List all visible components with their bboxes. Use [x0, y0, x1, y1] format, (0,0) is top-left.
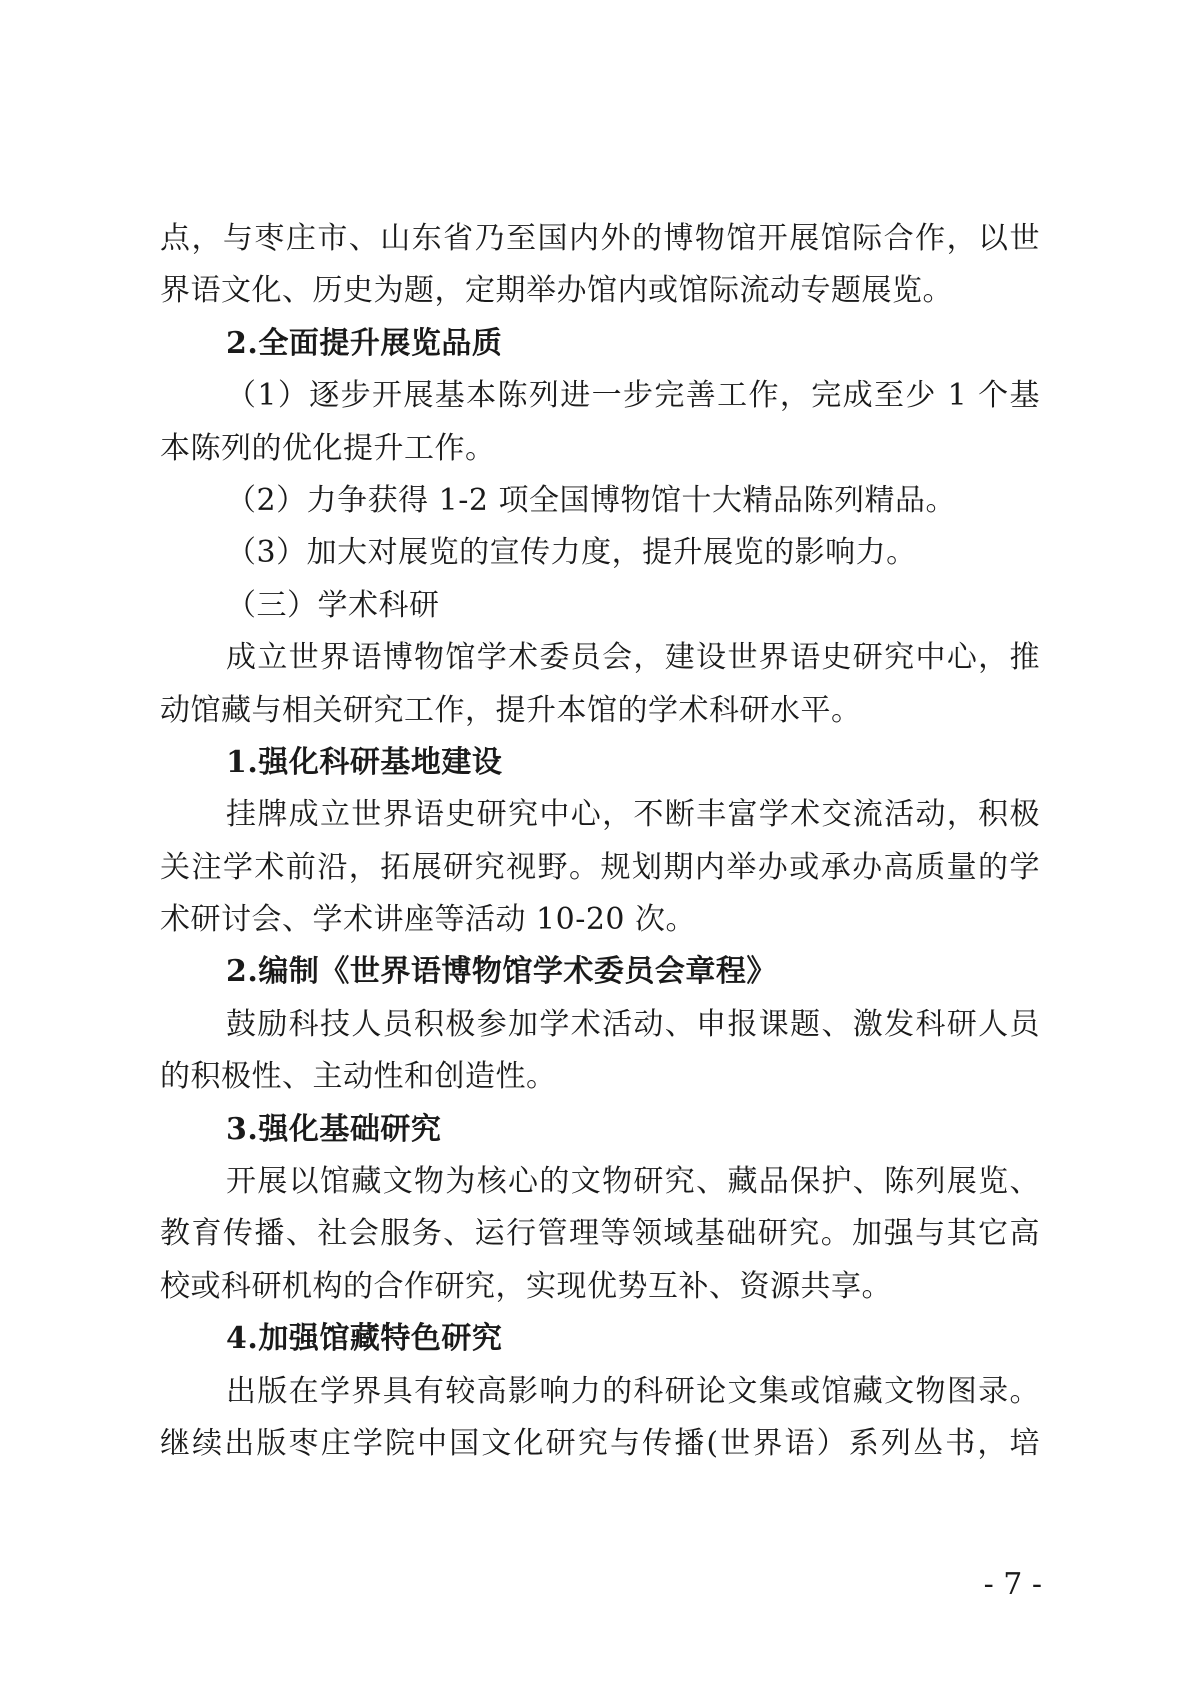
section-heading: 2.编制《世界语博物馆学术委员会章程》: [226, 954, 777, 990]
page-number: - 7 -: [983, 1567, 1042, 1602]
body-text-line: 成立世界语博物馆学术委员会，建设世界语史研究中心，推: [226, 640, 1040, 676]
section-heading: 3.强化基础研究: [226, 1111, 442, 1147]
body-text-line: 界语文化、历史为题，定期举办馆内或馆际流动专题展览。: [160, 273, 953, 309]
section-heading: 2.全面提升展览品质: [226, 325, 503, 361]
chapter-heading: （三）学术科研: [226, 587, 440, 623]
body-text-line: 关注学术前沿，拓展研究视野。规划期内举办或承办高质量的学: [160, 849, 1040, 885]
section-heading: 4.加强馆藏特色研究: [226, 1321, 503, 1357]
body-text-line: （3）加大对展览的宣传力度，提升展览的影响力。: [226, 535, 917, 571]
body-text-line: 的积极性、主动性和创造性。: [160, 1059, 557, 1095]
body-text-line: 术研讨会、学术讲座等活动 10-20 次。: [160, 902, 697, 938]
body-text-line: 校或科研机构的合作研究，实现优势互补、资源共享。: [160, 1268, 892, 1304]
body-text-line: 出版在学界具有较高影响力的科研论文集或馆藏文物图录。: [226, 1373, 1040, 1409]
page-body: [160, 213, 1040, 1470]
body-text-line: 开展以馆藏文物为核心的文物研究、藏品保护、陈列展览、: [226, 1164, 1040, 1200]
section-heading: 1.强化科研基地建设: [226, 744, 503, 780]
body-text-line: 继续出版枣庄学院中国文化研究与传播(世界语）系列丛书，培: [160, 1425, 1040, 1461]
body-text-line: 点，与枣庄市、山东省乃至国内外的博物馆开展馆际合作，以世: [160, 221, 1040, 256]
body-text-line: 鼓励科技人员积极参加学术活动、申报课题、激发科研人员: [226, 1006, 1040, 1042]
body-text-line: 动馆藏与相关研究工作，提升本馆的学术科研水平。: [160, 692, 862, 728]
body-text-line: 教育传播、社会服务、运行管理等领域基础研究。加强与其它高: [160, 1216, 1040, 1252]
body-text-line: 本陈列的优化提升工作。: [160, 430, 496, 466]
body-text-line: （1）逐步开展基本陈列进一步完善工作，完成至少 1 个基: [226, 378, 1040, 414]
body-text-line: 挂牌成立世界语史研究中心，不断丰富学术交流活动，积极: [226, 797, 1040, 833]
body-text-line: （2）力争获得 1-2 项全国博物馆十大精品陈列精品。: [226, 482, 956, 518]
